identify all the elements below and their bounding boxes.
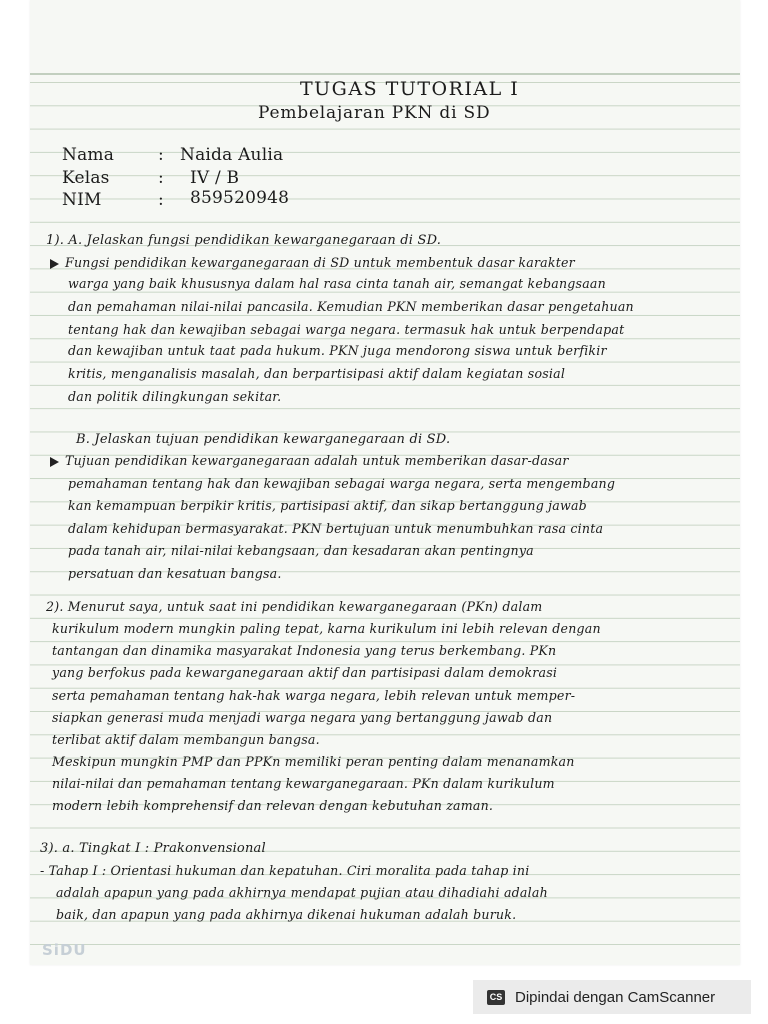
answer-1a-line-1: Fungsi pendidikan kewarganegaraan di SD untuk membentuk dasar karakter	[50, 255, 575, 270]
label-nama: Nama	[62, 145, 115, 165]
notebook-page	[30, 0, 740, 965]
arrow-bullet-icon	[50, 259, 59, 269]
answer-1b-line-1: Tujuan pendidikan kewarganegaraan adalah untuk memberikan dasar-dasar	[50, 453, 569, 468]
answer-1a-line-2: warga yang baik khususnya dalam hal rasa cinta tanah air, semangat kebangsaan	[68, 276, 606, 291]
answer-1a-line-7: dan politik dilingkungan sekitar.	[68, 389, 282, 404]
answer-1a-line-6: kritis, menganalisis masalah, dan berpartisipasi aktif dalam kegiatan sosial	[68, 366, 566, 381]
answer-2-line-2: kurikulum modern mungkin paling tepat, karna kurikulum ini lebih relevan dengan	[52, 621, 601, 636]
answer-2-line-3: tantangan dan dinamika masyarakat Indonesia yang terus berkembang. PKn	[52, 643, 557, 658]
answer-3-heading: 3). a. Tingkat I : Prakonvensional	[40, 841, 266, 856]
answer-1b-line-5: pada tanah air, nilai-nilai kebangsaan, dan kesadaran akan pentingnya	[68, 543, 534, 558]
answer-3-line-1: - Tahap I : Orientasi hukuman dan kepatuhan. Ciri moralita pada tahap ini	[40, 863, 530, 878]
question-1b: B. Jelaskan tujuan pendidikan kewarganegaraan di SD.	[76, 432, 451, 447]
answer-1b-line-3: kan kemampuan berpikir kritis, partisipasi aktif, dan sikap bertanggung jawab	[68, 498, 587, 513]
answer-3-line-3: baik, dan apapun yang pada akhirnya dikenai hukuman adalah buruk.	[56, 907, 517, 922]
doc-subtitle: Pembelajaran PKN di SD	[258, 103, 491, 123]
sep-nim: :	[158, 190, 164, 210]
notebook-brand-logo: SiDU	[42, 941, 87, 959]
camscanner-watermark	[473, 980, 751, 1014]
answer-1a-line-3: dan pemahaman nilai-nilai pancasila. Kemudian PKN memberikan dasar pengetahuan	[68, 299, 634, 314]
answer-2-line-7: terlibat aktif dalam membangun bangsa.	[52, 732, 320, 747]
arrow-bullet-icon	[50, 457, 59, 467]
value-kelas: IV / B	[190, 168, 240, 188]
answer-2-line-10: modern lebih komprehensif dan relevan dengan kebutuhan zaman.	[52, 798, 494, 813]
doc-title: TUGAS TUTORIAL I	[300, 78, 520, 100]
answer-1b-line-6: persatuan dan kesatuan bangsa.	[68, 566, 282, 581]
answer-1b-line-2: pemahaman tentang hak dan kewajiban sebagai warga negara, serta mengembang	[68, 476, 616, 491]
answer-1a-line-4: tentang hak dan kewajiban sebagai warga negara. termasuk hak untuk berpendapat	[68, 322, 625, 337]
answer-2-line-5: serta pemahaman tentang hak-hak warga negara, lebih relevan untuk memper-	[52, 688, 576, 703]
answer-1a-line-5: dan kewajiban untuk taat pada hukum. PKN juga mendorong siswa untuk berfikir	[68, 343, 607, 358]
sep-nama: :	[158, 145, 164, 165]
label-kelas: Kelas	[62, 168, 110, 188]
answer-3-line-2: adalah apapun yang pada akhirnya mendapat pujian atau dihadiahi adalah	[56, 885, 548, 900]
cs-logo-icon: CS	[487, 990, 505, 1005]
sep-kelas: :	[158, 168, 164, 188]
answer-2-line-9: nilai-nilai dan pemahaman tentang kewarganegaraan. PKn dalam kurikulum	[52, 776, 555, 791]
answer-2-line-1: 2). Menurut saya, untuk saat ini pendidikan kewarganegaraan (PKn) dalam	[46, 599, 543, 614]
answer-2-line-8: Meskipun mungkin PMP dan PPKn memiliki peran penting dalam menanamkan	[52, 754, 575, 769]
question-1a: 1). A. Jelaskan fungsi pendidikan kewarganegaraan di SD.	[46, 233, 442, 248]
value-nama: Naida Aulia	[180, 145, 284, 165]
label-nim: NIM	[62, 190, 102, 210]
answer-2-line-6: siapkan generasi muda menjadi warga negara yang bertanggung jawab dan	[52, 710, 553, 725]
watermark-text: Dipindai dengan CamScanner	[515, 988, 716, 1006]
answer-1b-line-4: dalam kehidupan bermasyarakat. PKN bertujuan untuk menumbuhkan rasa cinta	[68, 521, 604, 536]
header-rule	[30, 73, 740, 75]
value-nim: 859520948	[190, 188, 290, 208]
answer-2-line-4: yang berfokus pada kewarganegaraan aktif dan partisipasi dalam demokrasi	[52, 665, 558, 680]
